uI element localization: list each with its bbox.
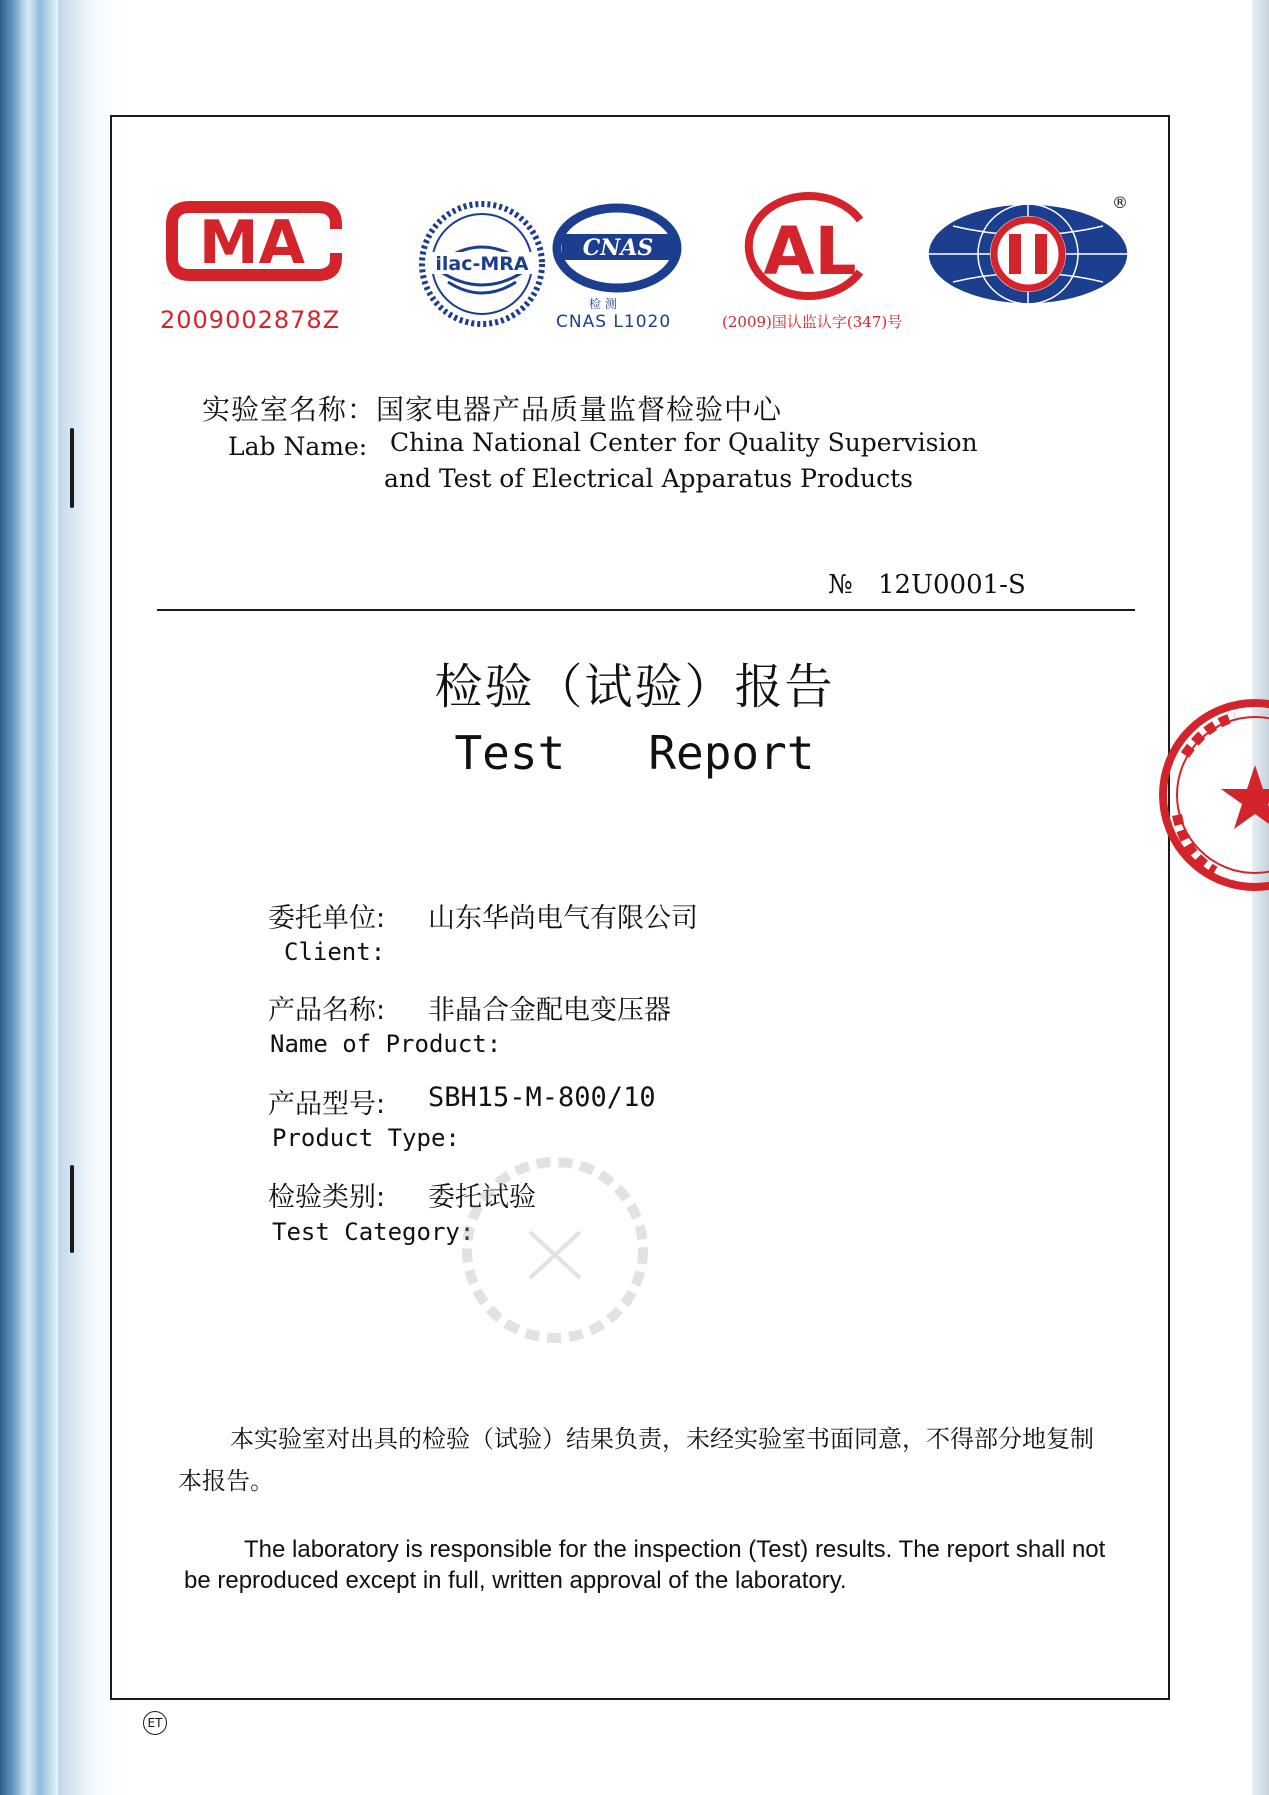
lab-name-en-label: Lab Name:	[228, 432, 368, 461]
lab-name-en-line1: China National Center for Quality Supervision	[390, 428, 978, 457]
cnas-sub-label: 检 测	[589, 297, 617, 311]
ilac-logo-text: ilac-MRA	[435, 253, 529, 275]
product-name-label-zh: 产品名称:	[268, 995, 386, 1026]
product-type-label-en: Product Type:	[272, 1124, 460, 1152]
notice-en: The laboratory is responsible for the inspection (Test) results. The report shall not be reproduced except in full, written approval of the laboratory.	[184, 1536, 1106, 1594]
product-type-label-zh: 产品型号:	[268, 1089, 386, 1120]
cnas-logo	[552, 200, 682, 295]
test-category-value: 委托试验	[428, 1182, 536, 1213]
report-title-zh: 检验（试验）报告	[434, 659, 835, 715]
cnas-code: CNAS L1020	[556, 312, 672, 332]
cal-logo-text: AL	[763, 213, 857, 290]
lab-name-zh: 实验室名称：国家电器产品质量监督检验中心	[202, 393, 783, 426]
cal-cert-number: (2009)国认监认字(347)号	[722, 313, 903, 331]
client-label-en: Client:	[284, 938, 386, 966]
globe-certification-logo	[923, 200, 1133, 308]
report-number: 12U0001-S	[878, 570, 1026, 600]
footer-et-mark: ET	[143, 1711, 167, 1735]
cal-logo	[740, 190, 878, 302]
product-name-value: 非晶合金配电变压器	[428, 995, 671, 1026]
notice-zh: 本实验室对出具的检验（试验）结果负责，未经实验室书面同意，不得部分地复制本报告。	[178, 1425, 1094, 1495]
lab-name-en-line2: and Test of Electrical Apparatus Products	[384, 464, 913, 493]
ilac-mra-logo	[418, 200, 546, 328]
cma-logo-text: MA	[198, 208, 306, 278]
product-name-label-en: Name of Product:	[270, 1030, 502, 1058]
report-title-en: Test Report	[454, 726, 815, 780]
cnas-logo-text: CNAS	[582, 235, 654, 261]
product-type-value: SBH15-M-800/10	[428, 1082, 656, 1113]
test-category-label-en: Test Category:	[272, 1218, 475, 1246]
client-label-zh: 委托单位:	[268, 903, 386, 934]
book-spine	[0, 0, 58, 1795]
binding-mark	[70, 428, 74, 508]
embossed-seal	[450, 1150, 660, 1350]
cma-cert-number: 2009002878Z	[160, 306, 341, 334]
red-seal-stamp	[1155, 695, 1269, 895]
registered-mark: ®	[1112, 193, 1128, 212]
report-number-sign: №	[828, 570, 853, 600]
cma-logo	[160, 195, 348, 287]
client-value: 山东华尚电气有限公司	[428, 903, 698, 934]
test-category-label-zh: 检验类别:	[268, 1182, 386, 1213]
header-divider	[157, 609, 1135, 611]
paper-edge	[1252, 0, 1269, 1795]
binding-mark	[70, 1165, 74, 1253]
